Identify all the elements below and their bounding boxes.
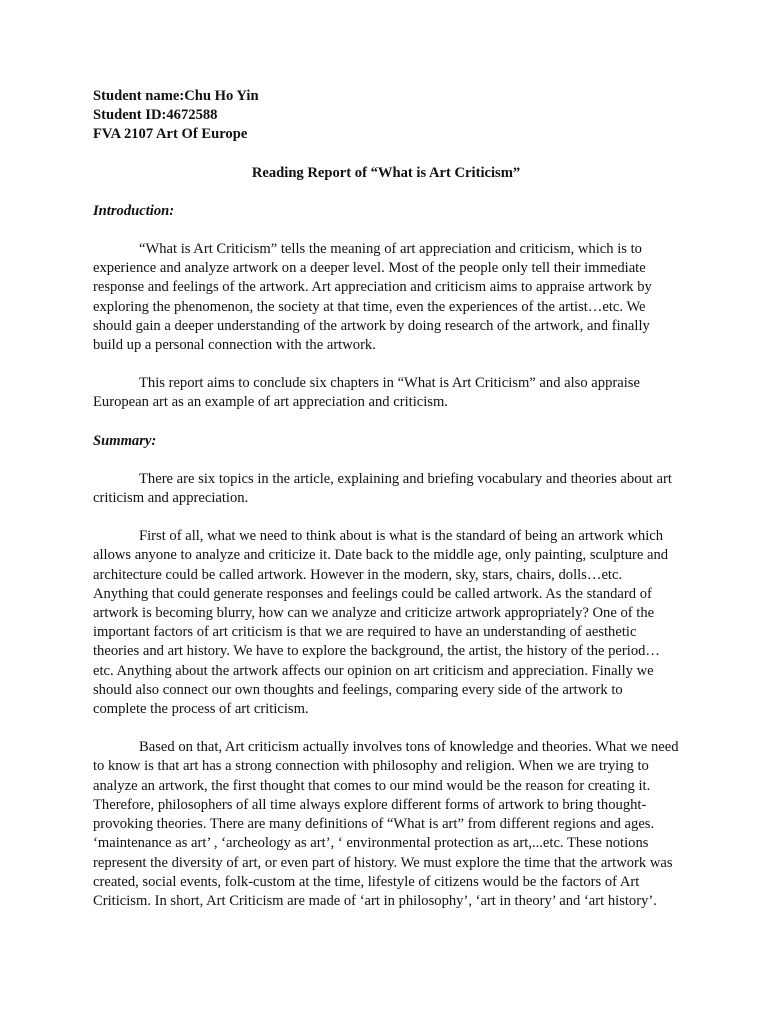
- introduction-paragraph-1: “What is Art Criticism” tells the meaning of art appreciation and criticism, which is to experience and analyze artwork on a deeper level. Most of the people only tell their immediate response and feelings of the artwork. Art appreciation and criticism aims to appraise artwork by exploring the phenomenon, the society at that time, even the experiences of the artist…etc. We should gain a deeper understanding of the artwork by doing research of the artwork, and finally build up a personal connection with the artwork.: [93, 241, 652, 354]
- student-name: Student name:Chu Ho Yin: [93, 88, 259, 104]
- summary-paragraph-2: First of all, what we need to think about is what is the standard of being an artwork which allows anyone to analyze and criticize it. Date back to the middle age, only painting, sculpture and architecture could be called artwork. However in the modern, sky, stars, chairs, dolls…etc. Anything that could generate responses and feelings could be called artwork. As the standard of artwork is becoming blurry, how can we analyze and criticize artwork appropriately? One of the important factors of art criticism is that we are required to have an understanding of aesthetic theories and art history. We have to explore the background, the artist, the history of the period…etc. Anything about the artwork affects our opinion on art criticism and appreciation. Finally we should also connect our own thoughts and feelings, comparing every side of the artwork to complete the process of art criticism.: [93, 528, 669, 718]
- summary-heading: Summary:: [93, 432, 157, 449]
- introduction-paragraph-2: This report aims to conclude six chapters in “What is Art Criticism” and also appraise European art as an example of art appreciation and criticism.: [93, 375, 640, 411]
- summary-paragraph-1: There are six topics in the article, explaining and briefing vocabulary and theories about art criticism and appreciation.: [93, 470, 672, 507]
- course-name: FVA 2107 Art Of Europe: [93, 126, 248, 143]
- student-id: Student ID:4672588: [93, 107, 218, 124]
- summary-paragraph-3: Based on that, Art criticism actually involves tons of knowledge and theories. What we need to know is that art has a strong connection with philosophy and religion. When we are trying to analyze an artwork, the first thought that comes to our mind would be the reason for creating it. Therefore, philosophers of all time always explore different forms of artwork to bring thought-provoking theories. There are many definitions of “What is art” from different regions and ages. ‘maintenance as art’ , ‘archeology as art’, ‘ environmental protection as art,...etc. These notions represent the diversity of art, or even part of history. We must explore the time that the artwork was created, social events, folk-custom at the time, lifestyle of citizens would be the factors of Art Criticism. In short, Art Criticism are made of ‘art in philosophy’, ‘art in theory’ and ‘art history’.: [93, 739, 679, 909]
- document-page: [93, 87, 679, 911]
- introduction-heading: Introduction:: [93, 202, 175, 219]
- report-title: Reading Report of “What is Art Criticism”: [251, 164, 521, 181]
